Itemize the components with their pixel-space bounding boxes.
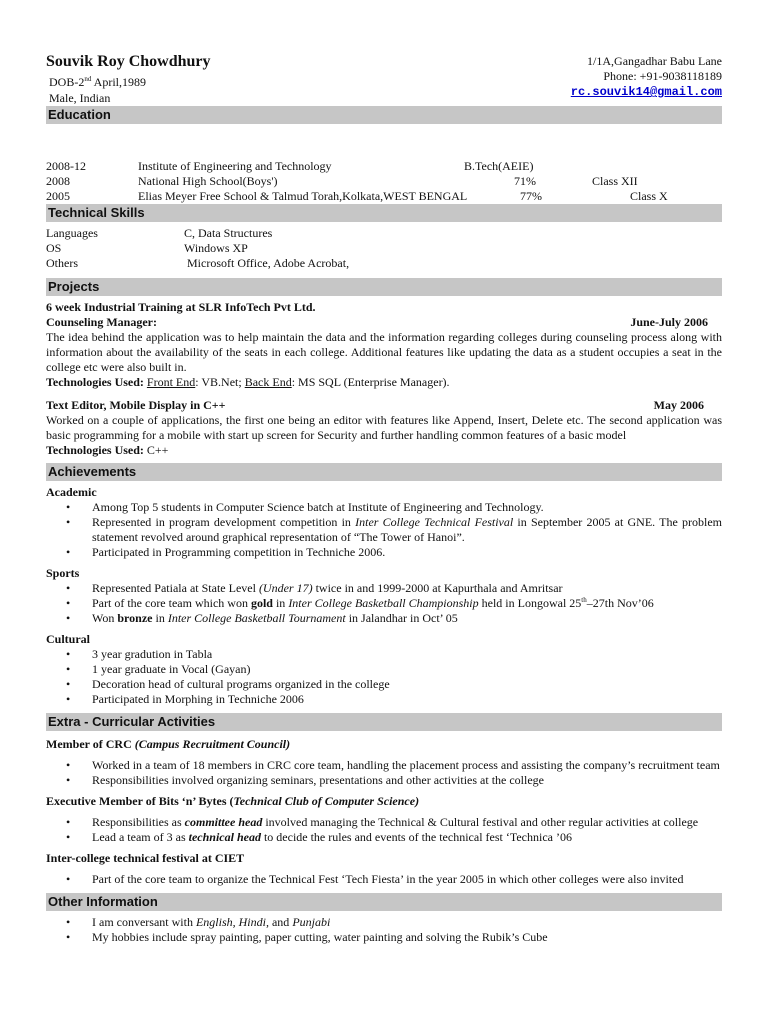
section-projects: Projects <box>46 278 722 296</box>
resume-page <box>46 54 722 945</box>
section-technical-skills: Technical Skills <box>46 204 722 222</box>
crc-list <box>46 758 722 788</box>
project-technologies: Technologies Used: C++ <box>46 443 169 457</box>
project-2 <box>46 398 722 458</box>
project-description: Worked on a couple of applications, the first one being an editor with features like Append, Insert, Delete etc. The second application was basic programming for a mobile with start up screen for Security and further handling common features of a basic model <box>46 413 722 442</box>
list-item: • 3 year gradution in Tabla <box>92 647 722 662</box>
ciet-list <box>46 872 722 887</box>
list-item: • I am conversant with English, Hindi, and Punjabi <box>92 915 722 930</box>
skill-row: Languages C, Data Structures <box>46 226 273 240</box>
education-row: 2008 National High School(Boys') 71% Class XII <box>46 174 638 188</box>
project-description: The idea behind the application was to help maintain the data and the information regarding colleges during counseling process along with information about the availability of the seats in each college. Additional features like updating the data as a student occupies a seat in the college etc were also built in. <box>46 330 722 374</box>
list-item: • Decoration head of cultural programs organized in the college <box>92 677 722 692</box>
list-item: • Won bronze in Inter College Basketball Tournament in Jalandhar in Oct’ 05 <box>92 611 722 626</box>
other-list <box>46 915 722 945</box>
list-item: • Responsibilities involved organizing seminars, presentations and other activities at the college <box>92 773 722 788</box>
resume-header <box>46 54 722 106</box>
education-table <box>46 124 722 203</box>
skill-row: Others Microsoft Office, Adobe Acrobat, <box>46 256 350 270</box>
contact-block <box>571 54 722 99</box>
section-education: Education <box>46 106 722 124</box>
section-extra-curricular: Extra - Curricular Activities <box>46 713 722 731</box>
list-item: • Responsibilities as committee head involved managing the Technical & Cultural festival and other regular activities at college <box>92 815 722 830</box>
list-item: • Part of the core team to organize the Technical Fest ‘Tech Fiesta’ in the year 2005 in which other colleges were also invited <box>92 872 722 887</box>
cultural-list <box>46 647 722 707</box>
bits-list <box>46 815 722 845</box>
phone: Phone: +91-9038118189 <box>603 69 722 83</box>
list-item: • Participated in Morphing in Techniche 2006 <box>92 692 722 707</box>
skill-row: OS Windows XP <box>46 241 248 255</box>
project-title: 6 week Industrial Training at SLR InfoTech Pvt Ltd. <box>46 300 316 314</box>
project-1 <box>46 300 722 390</box>
subheading-bits-n-bytes: Executive Member of Bits ‘n’ Bytes (Technical Club of Computer Science) <box>46 794 420 808</box>
candidate-name: Souvik Roy Chowdhury <box>46 53 211 70</box>
section-other-information: Other Information <box>46 893 722 911</box>
date-of-birth: DOB-2nd April,1989 <box>49 75 147 89</box>
subheading-sports: Sports <box>46 566 80 580</box>
list-item: • Represented in program development competition in Inter College Technical Festival in September 2005 at GNE. The problem statement revolved around graphical representation of “The Tower of Hanoi”. <box>92 515 722 545</box>
subheading-ciet: Inter-college technical festival at CIET <box>46 851 245 865</box>
list-item: • Lead a team of 3 as technical head to decide the rules and events of the technical fest ‘Technica ’06 <box>92 830 722 845</box>
list-item: • Among Top 5 students in Computer Science batch at Institute of Engineering and Technology. <box>92 500 722 515</box>
project-date: June-July 2006 <box>630 315 708 329</box>
project-technologies: Technologies Used: Front End: VB.Net; Back End: MS SQL (Enterprise Manager). <box>46 375 450 389</box>
section-achievements: Achievements <box>46 463 722 481</box>
education-row: 2008-12 Institute of Engineering and Technology B.Tech(AEIE) <box>46 159 534 173</box>
subheading-crc: Member of CRC (Campus Recruitment Council) <box>46 737 291 751</box>
academic-list <box>46 500 722 560</box>
address: 1/1A,Gangadhar Babu Lane <box>587 54 722 68</box>
list-item: • Participated in Programming competition in Techniche 2006. <box>92 545 722 560</box>
sports-list <box>46 581 722 626</box>
list-item: • Represented Patiala at State Level (Under 17) twice in and 1999-2000 at Kapurthala and Amritsar <box>92 581 722 596</box>
gender-nationality: Male, Indian <box>49 91 111 105</box>
list-item: • Part of the core team which won gold in Inter College Basketball Championship held in Longowal 25th–27th Nov’06 <box>92 596 722 611</box>
education-row: 2005 Elias Meyer Free School & Talmud Torah,Kolkata,WEST BENGAL 77% Class X <box>46 189 668 203</box>
list-item: • 1 year graduate in Vocal (Gayan) <box>92 662 722 677</box>
project-date: May 2006 <box>653 398 704 412</box>
subheading-cultural: Cultural <box>46 632 91 646</box>
list-item: • Worked in a team of 18 members in CRC core team, handling the placement process and assisting the company’s recruitment team <box>92 758 722 773</box>
subheading-academic: Academic <box>46 485 97 499</box>
list-item: • My hobbies include spray painting, paper cutting, water painting and solving the Rubik’s Cube <box>92 930 722 945</box>
project-role: Counseling Manager: <box>46 315 157 329</box>
project-title: Text Editor, Mobile Display in C++ <box>46 398 226 412</box>
skills-table <box>46 224 722 270</box>
email-link[interactable]: rc.souvik14@gmail.com <box>570 85 722 99</box>
